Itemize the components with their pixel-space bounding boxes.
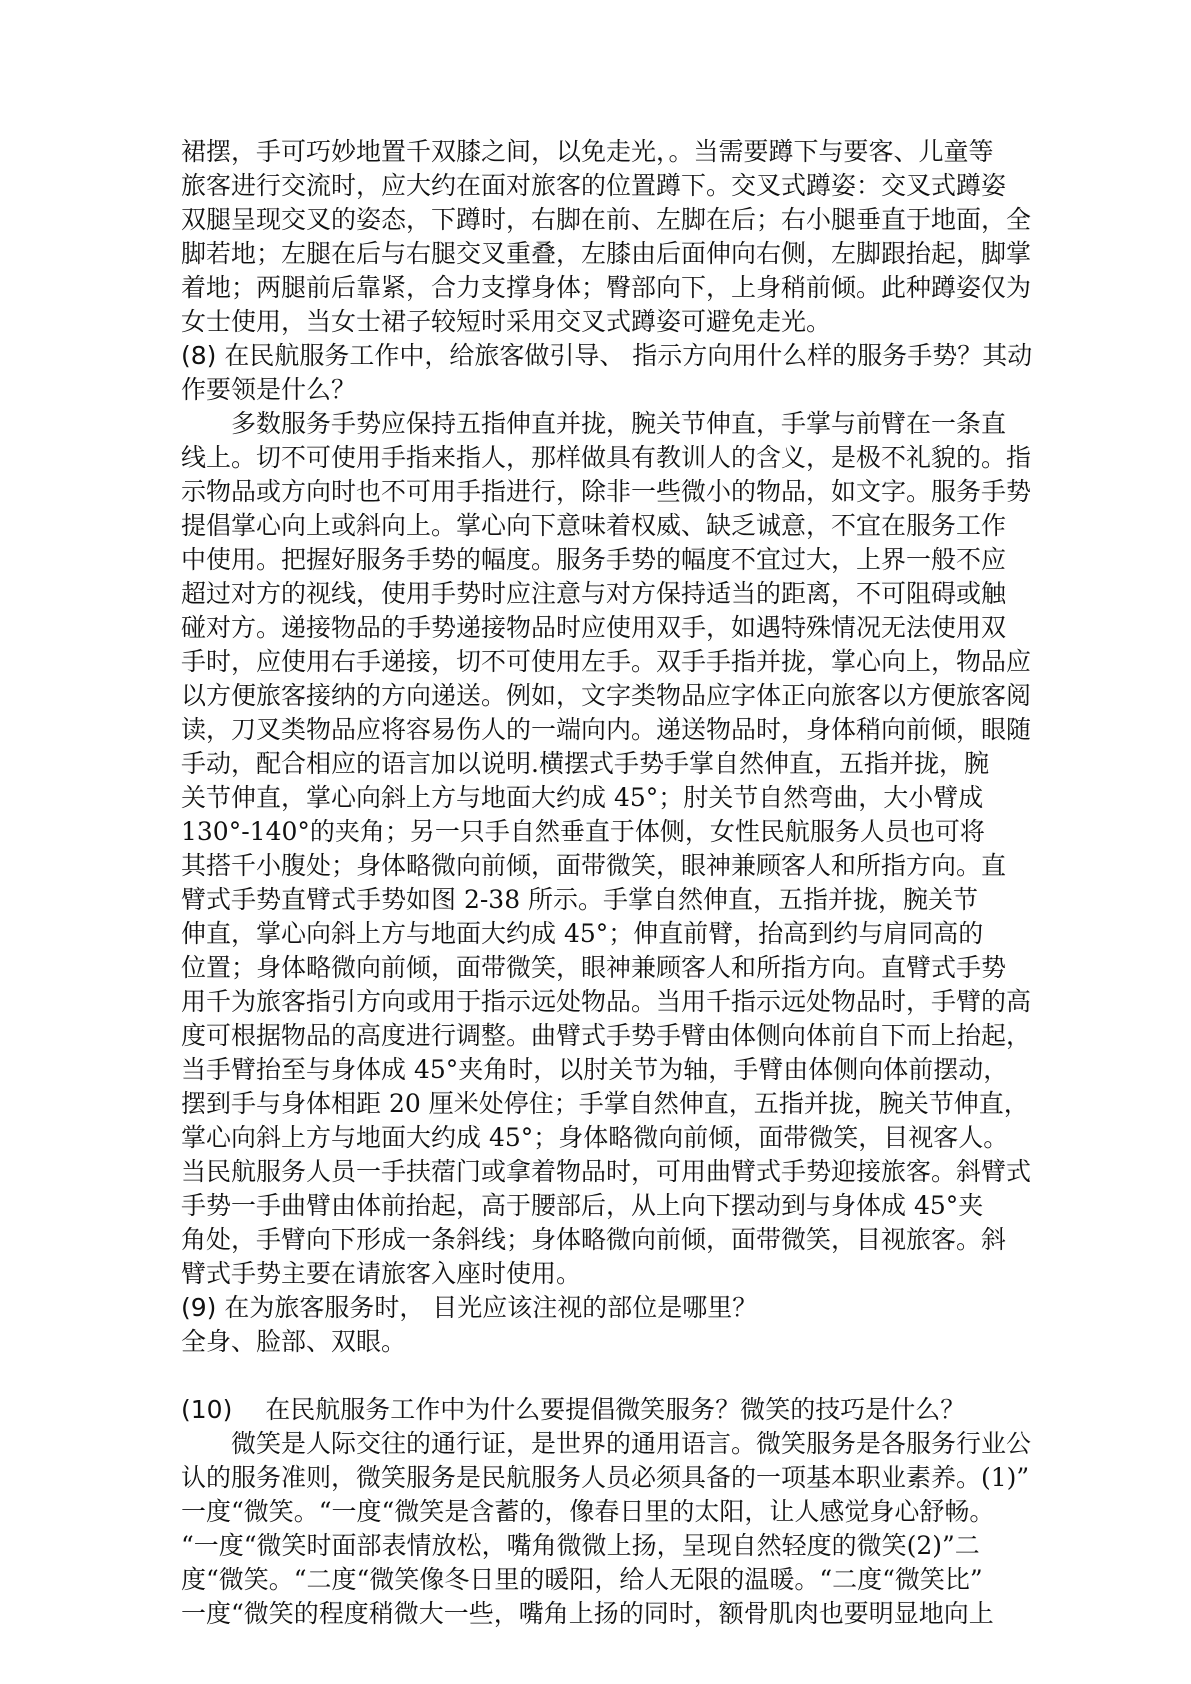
text-line: 伸直，掌心向斜上方与地面大约成 45°；伸直前臂，抬高到约与肩同高的 [181, 919, 984, 948]
text-line: 读，刀叉类物品应将容易伤人的一端向内。递送物品时，身体稍向前倾，眼随 [181, 715, 1032, 744]
text-line: 一度“微笑。“一度“微笑是含蓄的，像春日里的太阳，让人感觉身心舒畅。 [181, 1497, 995, 1526]
text-line: 臂式手势直臂式手势如图 2-38 所示。手掌自然伸直，五指并拢，腕关节 [181, 885, 979, 914]
text-line: 130°-140°的夹角；另一只手自然垂直于体侧，女性民航服务人员也可将 [181, 817, 985, 846]
text-line: 碰对方。递接物品的手势递接物品时应使用双手，如遇特殊情况无法使用双 [181, 613, 1007, 642]
text-line: 以方便旅客接纳的方向递送。例如，文字类物品应字体正向旅客以方便旅客阅 [181, 681, 1032, 710]
text-line: 关节伸直，掌心向斜上方与地面大约成 45°；肘关节自然弯曲，大小臂成 [181, 783, 984, 812]
text-line: 超过对方的视线，使用手势时应注意与对方保持适当的距离，不可阻碍或触 [181, 579, 1007, 608]
text-line: 用千为旅客指引方向或用于指示远处物品。当用千指示远处物品时，手臂的高 [181, 987, 1032, 1016]
text-line: 着地；两腿前后靠紧，合力支撑身体；臀部向下，上身稍前倾。此种蹲姿仅为 [181, 273, 1032, 302]
question-8-heading: (8) 在民航服务工作中，给旅客做引导、 指示方向用什么样的服务手势？其动 [181, 341, 1033, 370]
question-10-heading: (10) 在民航服务工作中为什么要提倡微笑服务？微笑的技巧是什么？ [181, 1395, 966, 1424]
text-line: 中使用。把握好服务手势的幅度。服务手势的幅度不宜过大，上界一般不应 [181, 545, 1007, 574]
text-line: 脚若地；左腿在后与右腿交叉重叠，左膝由后面伸向右侧，左脚跟抬起，脚掌 [181, 239, 1032, 268]
text-line: 度“微笑。“二度“微笑像冬日里的暖阳，给人无限的温暖。“二度“微笑比” [181, 1565, 983, 1594]
text-line: 多数服务手势应保持五指伸直并拢，腕关节伸直，手掌与前臂在一条直 [181, 409, 1007, 438]
text-line: 掌心向斜上方与地面大约成 45°；身体略微向前倾，面带微笑，目视客人。 [181, 1123, 1009, 1152]
text-line: 其搭千小腹处；身体略微向前倾，面带微笑，眼神兼顾客人和所指方向。直 [181, 851, 1007, 880]
text-line: 女士使用，当女士裙子较短时采用交叉式蹲姿可避免走光。 [181, 307, 832, 336]
text-line: 手势一手曲臂由体前抬起，高于腰部后，从上向下摆动到与身体成 45°夹 [181, 1191, 984, 1220]
text-line: 摆到手与身体相距 20 厘米处停住；手掌自然伸直，五指并拢，腕关节伸直， [181, 1089, 1029, 1118]
text-line: 示物品或方向时也不可用手指进行，除非一些微小的物品，如文字。服务手势 [181, 477, 1032, 506]
text-line: 裙摆，手可巧妙地置千双膝之间，以免走光，。当需要蹲下与要客、儿童等 [181, 137, 994, 166]
blank-line [181, 1359, 1021, 1393]
text-line: 度可根据物品的高度进行调整。曲臂式手势手臂由体侧向体前自下而上抬起， [181, 1021, 1032, 1050]
text-line: 全身、脸部、双眼。 [181, 1327, 407, 1356]
text-line: 一度“微笑的程度稍微大一些，嘴角上扬的同时，额骨肌肉也要明显地向上 [181, 1599, 994, 1628]
text-line: 微笑是人际交往的通行证，是世界的通用语言。微笑服务是各服务行业公 [181, 1429, 1032, 1458]
question-9-heading: (9) 在为旅客服务时， 目光应该注视的部位是哪里？ [181, 1293, 758, 1322]
text-line: 手动，配合相应的语言加以说明.横摆式手势手掌自然伸直，五指并拢，腕 [181, 749, 989, 778]
text-line: 当手臂抬至与身体成 45°夹角时，以肘关节为轴，手臂由体侧向体前摆动， [181, 1055, 1009, 1084]
text-line: 认的服务准则，微笑服务是民航服务人员必须具备的一项基本职业素养。(1)” [181, 1463, 1030, 1492]
text-line: 线上。切不可使用手指来指人，那样做具有教训人的含义，是极不礼貌的。指 [181, 443, 1032, 472]
text-line: 角处，手臂向下形成一条斜线；身体略微向前倾，面带微笑，目视旅客。斜 [181, 1225, 1007, 1254]
text-line: 提倡掌心向上或斜向上。掌心向下意味着权威、缺乏诚意，不宜在服务工作 [181, 511, 1007, 540]
document-page [181, 135, 1033, 1631]
text-line: 当民航服务人员一手扶蓿门或拿着物品时，可用曲臂式手势迎接旅客。斜臂式 [181, 1157, 1032, 1186]
text-line: 双腿呈现交叉的姿态，下蹲时，右脚在前、左脚在后；右小腿垂直于地面，全 [181, 205, 1032, 234]
text-line: 位置；身体略微向前倾，面带微笑，眼神兼顾客人和所指方向。直臂式手势 [181, 953, 1007, 982]
text-line: 臂式手势主要在请旅客入座时使用。 [181, 1259, 582, 1288]
text-line: 旅客进行交流时，应大约在面对旅客的位置蹲下。交叉式蹲姿：交叉式蹲姿 [181, 171, 1007, 200]
text-line: 作要领是什么？ [181, 375, 357, 404]
text-line: 手时，应使用右手递接，切不可使用左手。双手手指并拢，掌心向上，物品应 [181, 647, 1032, 676]
text-line: “一度“微笑时面部表情放松，嘴角微微上扬，呈现自然轻度的微笑(2)”二 [181, 1531, 980, 1560]
